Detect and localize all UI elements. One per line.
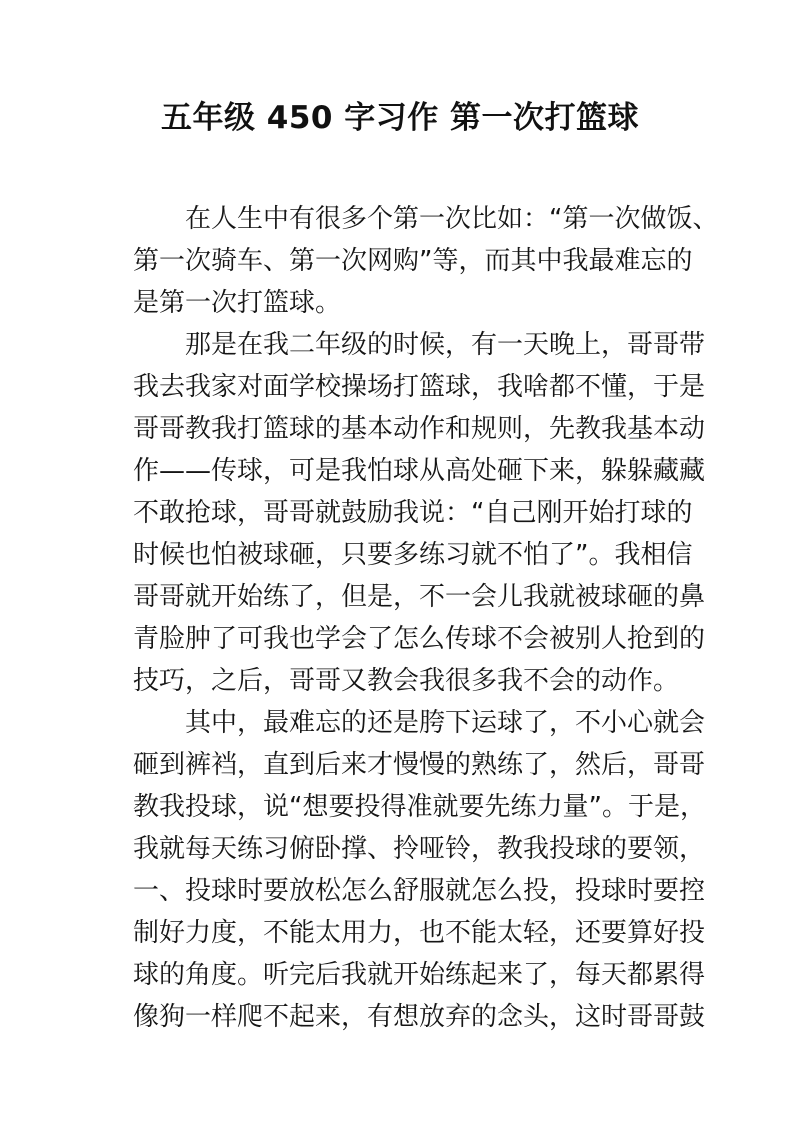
text-line: 制好力度，不能太用力，也不能太轻，还要算好投 [133,918,706,948]
text-line: 是第一次打篮球。 [133,288,342,318]
text-line: 不敢抢球，哥哥就鼓励我说：“自己刚开始打球的 [133,498,693,528]
text-line: 在人生中有很多个第一次比如：“第一次做饭、 [185,204,719,234]
text-line: 青脸肿了可我也学会了怎么传球不会被别人抢到的 [133,624,706,654]
text-line: 砸到裤裆，直到后来才慢慢的熟练了，然后，哥哥 [133,750,706,780]
text-line: 作——传球，可是我怕球从高处砸下来，躲躲藏藏 [133,456,706,486]
text-line: 其中，最难忘的还是胯下运球了，不小心就会 [185,708,706,738]
text-line: 那是在我二年级的时候，有一天晚上，哥哥带 [185,330,706,360]
text-line: 技巧，之后，哥哥又教会我很多我不会的动作。 [133,666,680,696]
text-line: 我去我家对面学校操场打篮球，我啥都不懂，于是 [133,372,706,402]
text-line: 教我投球，说“想要投得准就要先练力量”。于是， [133,792,706,822]
text-line: 我就每天练习俯卧撑、拎哑铃，教我投球的要领， [133,834,706,864]
text-line: 一、投球时要放松怎么舒服就怎么投，投球时要控 [133,876,706,906]
text-line: 第一次骑车、第一次网购”等，而其中我最难忘的 [133,246,693,276]
document-title: 五年级 450 字习作 第一次打篮球 [160,100,640,136]
text-line: 时候也怕被球砸，只要多练习就不怕了”。我相信 [133,540,693,570]
text-line: 哥哥就开始练了，但是，不一会儿我就被球砸的鼻 [133,582,706,612]
text-line: 哥哥教我打篮球的基本动作和规则，先教我基本动 [133,414,706,444]
text-line: 像狗一样爬不起来，有想放弃的念头，这时哥哥鼓 [133,1002,706,1032]
text-line: 球的角度。听完后我就开始练起来了，每天都累得 [133,960,706,990]
document-body [133,198,719,1038]
